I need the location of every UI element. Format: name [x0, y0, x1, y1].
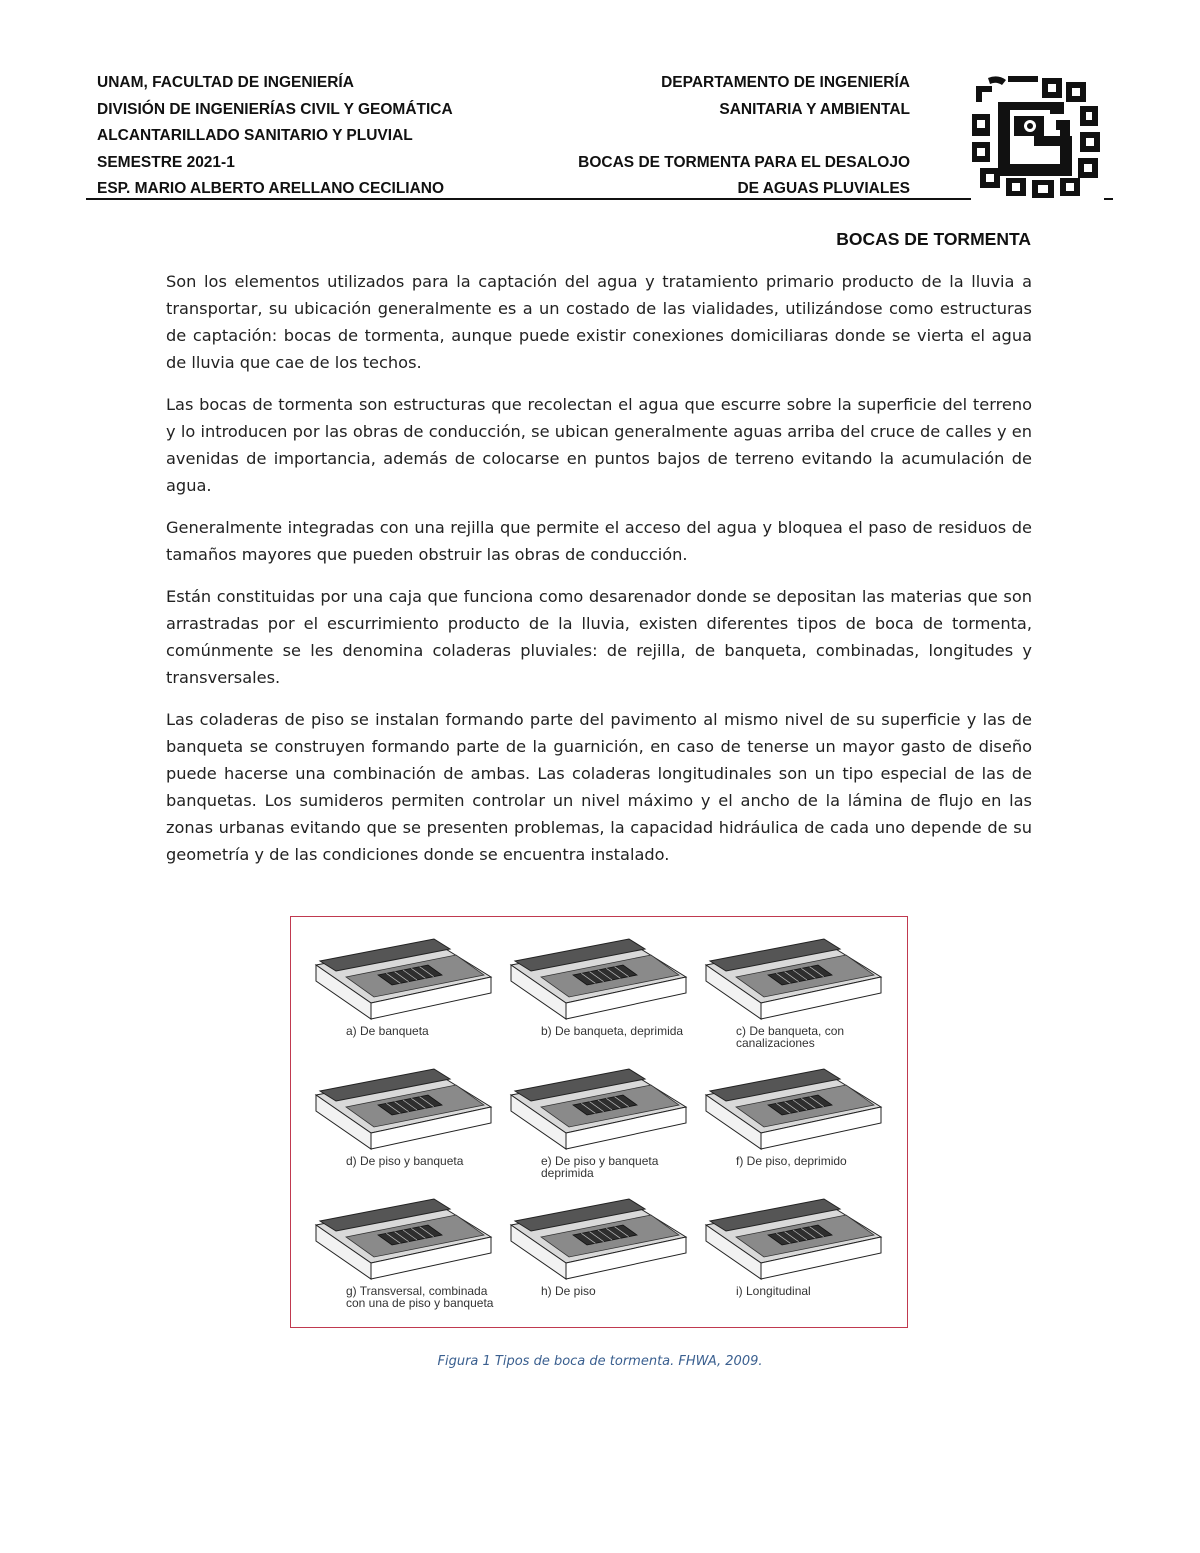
inlet-sketch — [316, 939, 491, 1038]
header-topic: BOCAS DE TORMENTA PARA EL DESALOJO — [578, 153, 910, 171]
header-division: DIVISIÓN DE INGENIERÍAS CIVIL Y GEOMÁTICA — [97, 100, 453, 118]
storm-inlet-diagram — [291, 917, 906, 1326]
inlet-sketch — [316, 1199, 494, 1310]
figure-label: con una de piso y banqueta — [346, 1296, 494, 1310]
inlet-sketch — [511, 939, 686, 1038]
figure-label: d) De piso y banqueta — [346, 1154, 464, 1168]
figure-label: e) De piso y banqueta — [541, 1154, 659, 1168]
figure-label: h) De piso — [541, 1284, 596, 1298]
figure-label: g) Transversal, combinada — [346, 1284, 488, 1298]
storm-inlet-figure — [290, 916, 908, 1328]
figure-label: b) De banqueta, deprimida — [541, 1024, 684, 1038]
figure-label: i) Longitudinal — [736, 1284, 811, 1298]
header-right — [578, 70, 910, 203]
header-course: ALCANTARILLADO SANITARIO Y PLUVIAL — [97, 127, 413, 144]
paragraph: Las bocas de tormenta son estructuras que recolectan el agua que escurre sobre la superficie del terreno y lo introducen por las obras de conducción, se ubican generalmente aguas arriba del cruce de calles y en avenidas de importancia, además de colocarse en puntos bajos de terreno evitando la acumulación de agua. — [166, 395, 1032, 495]
header-rule-end — [1104, 198, 1113, 200]
inlet-sketch — [706, 1199, 881, 1298]
figure-label: c) De banqueta, con — [736, 1024, 845, 1038]
header-department-2: SANITARIA Y AMBIENTAL — [719, 100, 910, 118]
inlet-sketch — [316, 1069, 491, 1168]
figure-label: canalizaciones — [736, 1036, 815, 1050]
header-left — [97, 70, 453, 203]
inlet-sketch — [511, 1069, 686, 1180]
header-rule — [86, 198, 971, 200]
section-title: BOCAS DE TORMENTA — [836, 229, 1031, 249]
figure-label: a) De banqueta — [346, 1024, 429, 1038]
figure-label: f) De piso, deprimido — [736, 1154, 847, 1168]
figure-label: deprimida — [541, 1166, 594, 1180]
body-text — [166, 268, 1032, 883]
header-institution: UNAM, FACULTAD DE INGENIERÍA — [97, 74, 354, 91]
paragraph: Generalmente integradas con una rejilla que permite el acceso del agua y bloquea el paso de residuos de tamaños mayores que pueden obstruir las obras de conducción. — [166, 518, 1032, 564]
inlet-sketch — [511, 1199, 686, 1298]
header-author: ESP. MARIO ALBERTO ARELLANO CECILIANO — [97, 180, 445, 197]
header-spacer — [578, 123, 910, 150]
figure-caption: Figura 1 Tipos de boca de tormenta. FHWA, 2009. — [437, 1354, 763, 1369]
inlet-sketch — [706, 1069, 881, 1168]
paragraph: Están constituidas por una caja que funciona como desarenador donde se depositan las materias que son arrastradas por el escurrimiento producto de la lluvia, existen diferentes tipos de boca de tormenta, comúnmente se les denomina coladeras pluviales: de rejilla, de banqueta, combinadas, longitudes y transversales. — [166, 587, 1032, 687]
header-topic-2: DE AGUAS PLUVIALES — [737, 180, 910, 197]
faculty-logo — [970, 72, 1102, 200]
header-department: DEPARTAMENTO DE INGENIERÍA — [661, 74, 910, 91]
inlet-sketch — [706, 939, 881, 1050]
paragraph: Son los elementos utilizados para la captación del agua y tratamiento primario producto de la lluvia a transportar, su ubicación generalmente es a un costado de las vialidades, utilizándose como estructuras de captación: bocas de tormenta, aunque puede existir conexiones domiciliaras donde se vierta el agua de lluvia que cae de los techos. — [166, 272, 1032, 372]
header-semester: SEMESTRE 2021-1 — [97, 153, 235, 171]
paragraph: Las coladeras de piso se instalan formando parte del pavimento al mismo nivel de su superficie y las de banqueta se construyen formando parte de la guarnición, en caso de tenerse un mayor gasto de diseño puede hacerse una combinación de ambas. Las coladeras longitudinales son un tipo especial de las de banquetas. Los sumideros permiten controlar un nivel máximo y el ancho de la lámina de flujo en las zonas urbanas evitando que se presenten problemas, la capacidad hidráulica de cada uno depende de su geometría y de las condiciones donde se encuentra instalado. — [166, 710, 1032, 864]
